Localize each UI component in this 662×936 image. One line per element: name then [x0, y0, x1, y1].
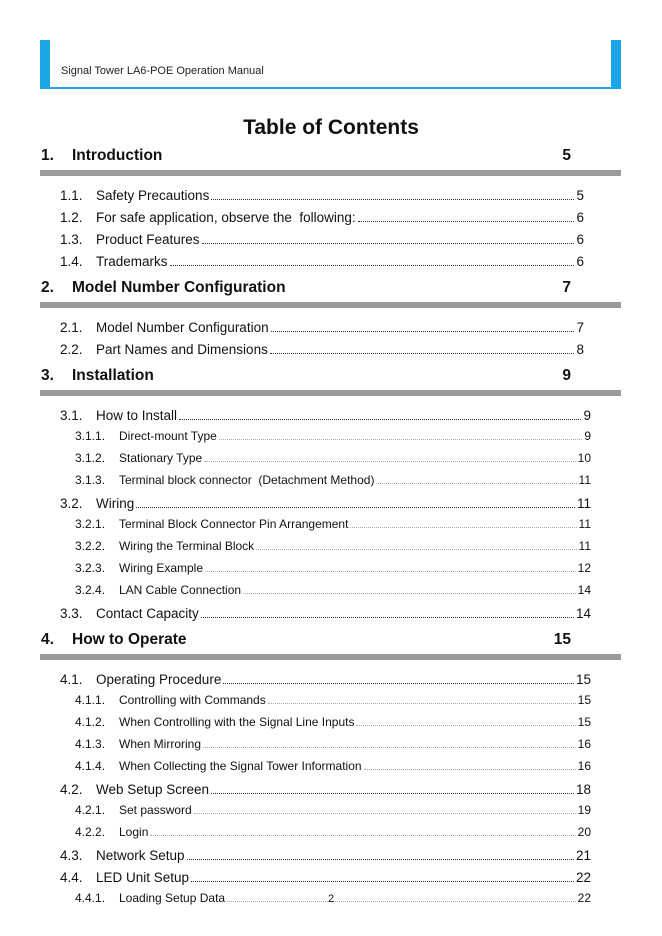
dot-leader: [223, 683, 574, 684]
entry-label: Model Number Configuration: [96, 320, 269, 335]
entry-number: 1.4.: [60, 254, 83, 269]
entry-page: 9: [583, 408, 591, 423]
entry-label: Stationary Type: [119, 451, 203, 465]
dot-leader: [150, 835, 575, 836]
entry-label: LAN Cable Connection: [119, 583, 242, 597]
entry-number: 3.2.1.: [75, 517, 106, 531]
dot-leader: [356, 725, 575, 726]
entry-number: 3.2.: [60, 496, 83, 511]
entry-number: 3.1.2.: [75, 451, 106, 465]
entry-number: 2.: [41, 279, 54, 296]
entry-label: Terminal Block Connector Pin Arrangement: [119, 517, 349, 531]
entry-page: 5: [562, 147, 571, 164]
entry-label: Part Names and Dimensions: [96, 342, 268, 357]
dot-leader: [170, 265, 575, 266]
entry-number: 1.: [41, 147, 54, 164]
entry-page: 9: [562, 367, 571, 384]
entry-number: 4.4.1.: [75, 891, 106, 905]
toc-subsubsection[interactable]: [75, 558, 591, 575]
entry-page: 20: [577, 825, 591, 839]
entry-label: Wiring Example: [119, 561, 204, 575]
toc-subsubsection[interactable]: [75, 514, 591, 531]
toc-subsection[interactable]: [60, 844, 591, 863]
entry-page: 7: [562, 279, 571, 296]
entry-label: How to Install: [96, 408, 178, 423]
entry-page: 15: [577, 715, 591, 729]
entry-number: 4.2.1.: [75, 803, 106, 817]
toc-subsubsection[interactable]: [75, 448, 591, 465]
toc-subsubsection[interactable]: [75, 712, 591, 729]
entry-label: Direct-mount Type: [119, 429, 217, 443]
toc-subsubsection[interactable]: [75, 470, 591, 487]
entry-page: 11: [578, 517, 591, 531]
entry-page: 14: [575, 606, 591, 621]
dot-leader: [179, 419, 581, 420]
entry-number: 3.1.3.: [75, 473, 106, 487]
entry-number: 4.2.2.: [75, 825, 106, 839]
entry-page: 15: [575, 672, 591, 687]
entry-number: 4.1.: [60, 672, 83, 687]
entry-page: 14: [577, 583, 591, 597]
entry-page: 6: [576, 254, 584, 269]
entry-page: 21: [575, 848, 591, 863]
dot-leader: [211, 199, 574, 200]
entry-page: 6: [576, 232, 584, 247]
toc-subsubsection[interactable]: [75, 822, 591, 839]
page-number: 2: [327, 893, 335, 905]
entry-label: Model Number Configuration: [72, 279, 286, 296]
entry-page: 19: [577, 803, 591, 817]
entry-label: Network Setup: [96, 848, 185, 863]
entry-label: How to Operate: [72, 631, 187, 648]
entry-number: 3.: [41, 367, 54, 384]
toc-subsection[interactable]: [60, 668, 591, 687]
entry-label: When Controlling with the Signal Line Inputs: [119, 715, 355, 729]
entry-number: 4.1.2.: [75, 715, 106, 729]
entry-number: 3.1.: [60, 408, 83, 423]
section-divider: [40, 390, 621, 396]
dot-leader: [376, 483, 576, 484]
entry-label: LED Unit Setup: [96, 870, 190, 885]
entry-number: 4.1.3.: [75, 737, 106, 751]
toc-subsection[interactable]: [60, 866, 591, 885]
toc-section[interactable]: [41, 365, 571, 385]
entry-label: Introduction: [72, 147, 163, 164]
dot-leader: [203, 747, 576, 748]
header-title: Signal Tower LA6-POE Operation Manual: [61, 65, 264, 77]
dot-leader: [358, 221, 575, 222]
entry-page: 11: [578, 473, 591, 487]
entry-page: 10: [577, 451, 591, 465]
toc-section[interactable]: [41, 277, 571, 297]
toc-subsection[interactable]: [60, 228, 584, 247]
entry-label: When Collecting the Signal Tower Information: [119, 759, 362, 773]
entry-page: 6: [576, 210, 584, 225]
entry-label: Wiring the Terminal Block: [119, 539, 255, 553]
entry-number: 4.4.: [60, 870, 83, 885]
entry-number: 3.3.: [60, 606, 83, 621]
dot-leader: [268, 703, 576, 704]
header-accent-left: [40, 40, 50, 88]
entry-label: Product Features: [96, 232, 200, 247]
entry-number: 3.2.4.: [75, 583, 106, 597]
toc-subsubsection[interactable]: [75, 580, 591, 597]
entry-label: Controlling with Commands: [119, 693, 266, 707]
entry-label: Trademarks: [96, 254, 168, 269]
dot-leader: [136, 507, 575, 508]
toc-subsubsection[interactable]: [75, 734, 591, 751]
entry-label: For safe application, observe the following:: [96, 210, 356, 225]
toc-subsection[interactable]: [60, 316, 584, 335]
entry-page: 18: [575, 782, 591, 797]
entry-page: 12: [577, 561, 591, 575]
dot-leader: [211, 793, 574, 794]
toc-subsection[interactable]: [60, 250, 584, 269]
entry-page: 15: [553, 631, 571, 648]
toc-subsubsection[interactable]: [75, 800, 591, 817]
toc-title: Table of Contents: [243, 116, 419, 139]
dot-leader: [194, 813, 576, 814]
entry-label: Wiring: [96, 496, 135, 511]
page-header: [40, 40, 621, 89]
dot-leader: [256, 549, 576, 550]
entry-number: 4.3.: [60, 848, 83, 863]
entry-page: 16: [577, 737, 591, 751]
toc-subsubsection[interactable]: [75, 536, 591, 553]
dot-leader: [243, 593, 576, 594]
entry-number: 4.: [41, 631, 54, 648]
dot-leader: [350, 527, 576, 528]
dot-leader: [204, 461, 575, 462]
entry-number: 2.2.: [60, 342, 83, 357]
entry-page: 5: [576, 188, 584, 203]
toc-subsection[interactable]: [60, 206, 584, 225]
entry-page: 11: [578, 539, 591, 553]
toc-section[interactable]: [41, 145, 571, 165]
toc-subsubsection[interactable]: [75, 756, 591, 773]
entry-number: 3.2.2.: [75, 539, 106, 553]
entry-label: Operating Procedure: [96, 672, 222, 687]
section-divider: [40, 654, 621, 660]
dot-leader: [270, 353, 575, 354]
section-divider: [40, 302, 621, 308]
toc-section[interactable]: [41, 629, 571, 649]
entry-number: 2.1.: [60, 320, 83, 335]
entry-page: 8: [576, 342, 584, 357]
toc-subsection[interactable]: [60, 492, 591, 511]
dot-leader: [187, 859, 574, 860]
entry-number: 1.3.: [60, 232, 83, 247]
dot-leader: [271, 331, 575, 332]
entry-label: Login: [119, 825, 149, 839]
dot-leader: [201, 617, 574, 618]
toc-subsubsection[interactable]: [75, 426, 591, 443]
toc-subsubsection[interactable]: [75, 690, 591, 707]
entry-number: 4.1.1.: [75, 693, 106, 707]
entry-number: 1.2.: [60, 210, 83, 225]
header-accent-right: [611, 40, 621, 88]
entry-number: 4.2.: [60, 782, 83, 797]
dot-leader: [202, 243, 575, 244]
entry-page: 22: [577, 891, 591, 905]
entry-number: 3.2.3.: [75, 561, 106, 575]
entry-page: 16: [577, 759, 591, 773]
entry-label: Terminal block connector (Detachment Method): [119, 473, 375, 487]
entry-label: Set password: [119, 803, 192, 817]
entry-page: 9: [584, 429, 591, 443]
entry-label: Web Setup Screen: [96, 782, 210, 797]
entry-number: 3.1.1.: [75, 429, 106, 443]
toc-subsection[interactable]: [60, 404, 591, 423]
dot-leader: [364, 769, 576, 770]
entry-label: Safety Precautions: [96, 188, 210, 203]
dot-leader: [205, 571, 576, 572]
dot-leader: [191, 881, 574, 882]
section-divider: [40, 170, 621, 176]
entry-number: 1.1.: [60, 188, 83, 203]
toc-subsection[interactable]: [60, 338, 584, 357]
entry-page: 15: [577, 693, 591, 707]
entry-label: Contact Capacity: [96, 606, 199, 621]
entry-page: 22: [575, 870, 591, 885]
entry-page: 11: [576, 496, 591, 511]
entry-page: 7: [576, 320, 584, 335]
entry-label: When Mirroring: [119, 737, 202, 751]
entry-label: Installation: [72, 367, 154, 384]
toc-subsection[interactable]: [60, 184, 584, 203]
entry-label: Loading Setup Data: [119, 891, 226, 905]
dot-leader: [219, 439, 582, 440]
toc-subsection[interactable]: [60, 778, 591, 797]
toc-subsection[interactable]: [60, 602, 591, 621]
entry-number: 4.1.4.: [75, 759, 106, 773]
